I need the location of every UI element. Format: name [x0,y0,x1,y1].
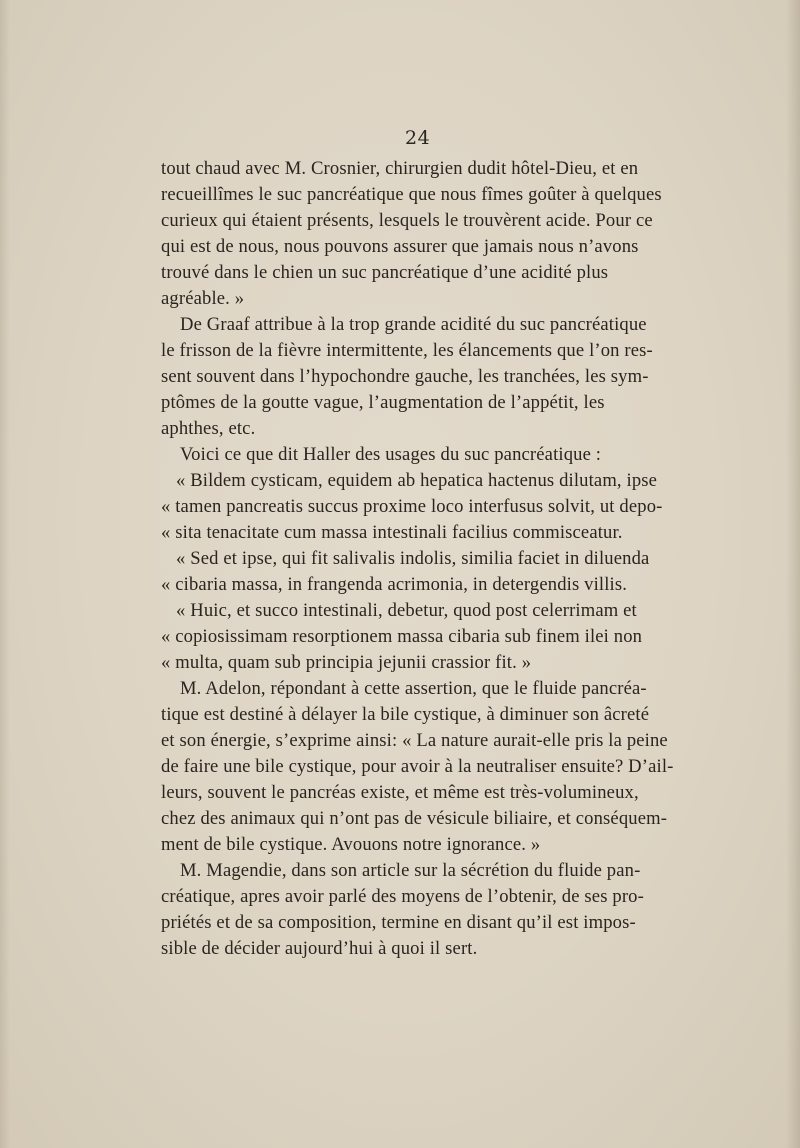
page-number: 24 [405,127,431,149]
text-line: « Sed et ipse, qui fit salivalis indolis, similia faciet in diluenda [176,548,650,569]
text-line: ptômes de la goutte vague, l’augmentation de l’appétit, les [161,392,605,413]
text-line: tique est destiné à délayer la bile cystique, à diminuer son âcreté [161,704,650,725]
text-line: chez des animaux qui n’ont pas de vésicule biliaire, et conséquem- [161,808,668,829]
text-line: « sita tenacitate cum massa intestinali facilius commisceatur. [161,522,623,543]
text-line: le frisson de la fièvre intermittente, les élancements que l’on res- [161,340,653,361]
text-line: « tamen pancreatis succus proxime loco interfusus solvit, ut depo- [161,496,663,517]
page-edge-right [786,0,800,1148]
page-edge-left [0,0,10,1148]
text-line: sent souvent dans l’hypochondre gauche, les tranchées, les sym- [161,366,649,387]
text-line: priétés et de sa composition, termine en disant qu’il est impos- [161,912,636,933]
text-line: de faire une bile cystique, pour avoir à la neutraliser ensuite? D’ail- [161,756,674,777]
text-line: aphthes, etc. [161,418,256,439]
text-line: agréable. » [161,288,245,309]
text-line: M. Adelon, répondant à cette assertion, que le fluide pancréa- [180,678,647,699]
text-line: De Graaf attribue à la trop grande acidité du suc pancréatique [180,314,647,335]
text-line: « Bildem cysticam, equidem ab hepatica hactenus dilutam, ipse [176,470,658,491]
text-line: et son énergie, s’exprime ainsi: « La nature aurait-elle pris la peine [161,730,668,751]
text-line: curieux qui étaient présents, lesquels le trouvèrent acide. Pour ce [161,210,653,231]
text-line: ment de bile cystique. Avouons notre ignorance. » [161,834,541,855]
text-line: Voici ce que dit Haller des usages du suc pancréatique : [180,444,602,465]
text-line: recueillîmes le suc pancréatique que nous fîmes goûter à quelques [161,184,662,205]
text-line: trouvé dans le chien un suc pancréatique d’une acidité plus [161,262,609,283]
text-line: « Huic, et succo intestinali, debetur, quod post celerrimam et [176,600,637,621]
text-line: sible de décider aujourd’hui à quoi il sert. [161,938,478,959]
text-line: « cibaria massa, in frangenda acrimonia, in detergendis villis. [161,574,628,595]
text-line: créatique, apres avoir parlé des moyens de l’obtenir, de ses pro- [161,886,644,907]
text-line: qui est de nous, nous pouvons assurer que jamais nous n’avons [161,236,639,257]
text-line: « multa, quam sub principia jejunii crassior fit. » [161,652,532,673]
text-line: leurs, souvent le pancréas existe, et même est très-volumineux, [161,782,639,803]
text-line: tout chaud avec M. Crosnier, chirurgien dudit hôtel-Dieu, et en [161,158,639,179]
text-line: M. Magendie, dans son article sur la sécrétion du fluide pan- [180,860,641,881]
text-line: « copiosissimam resorptionem massa cibaria sub finem ilei non [161,626,643,647]
